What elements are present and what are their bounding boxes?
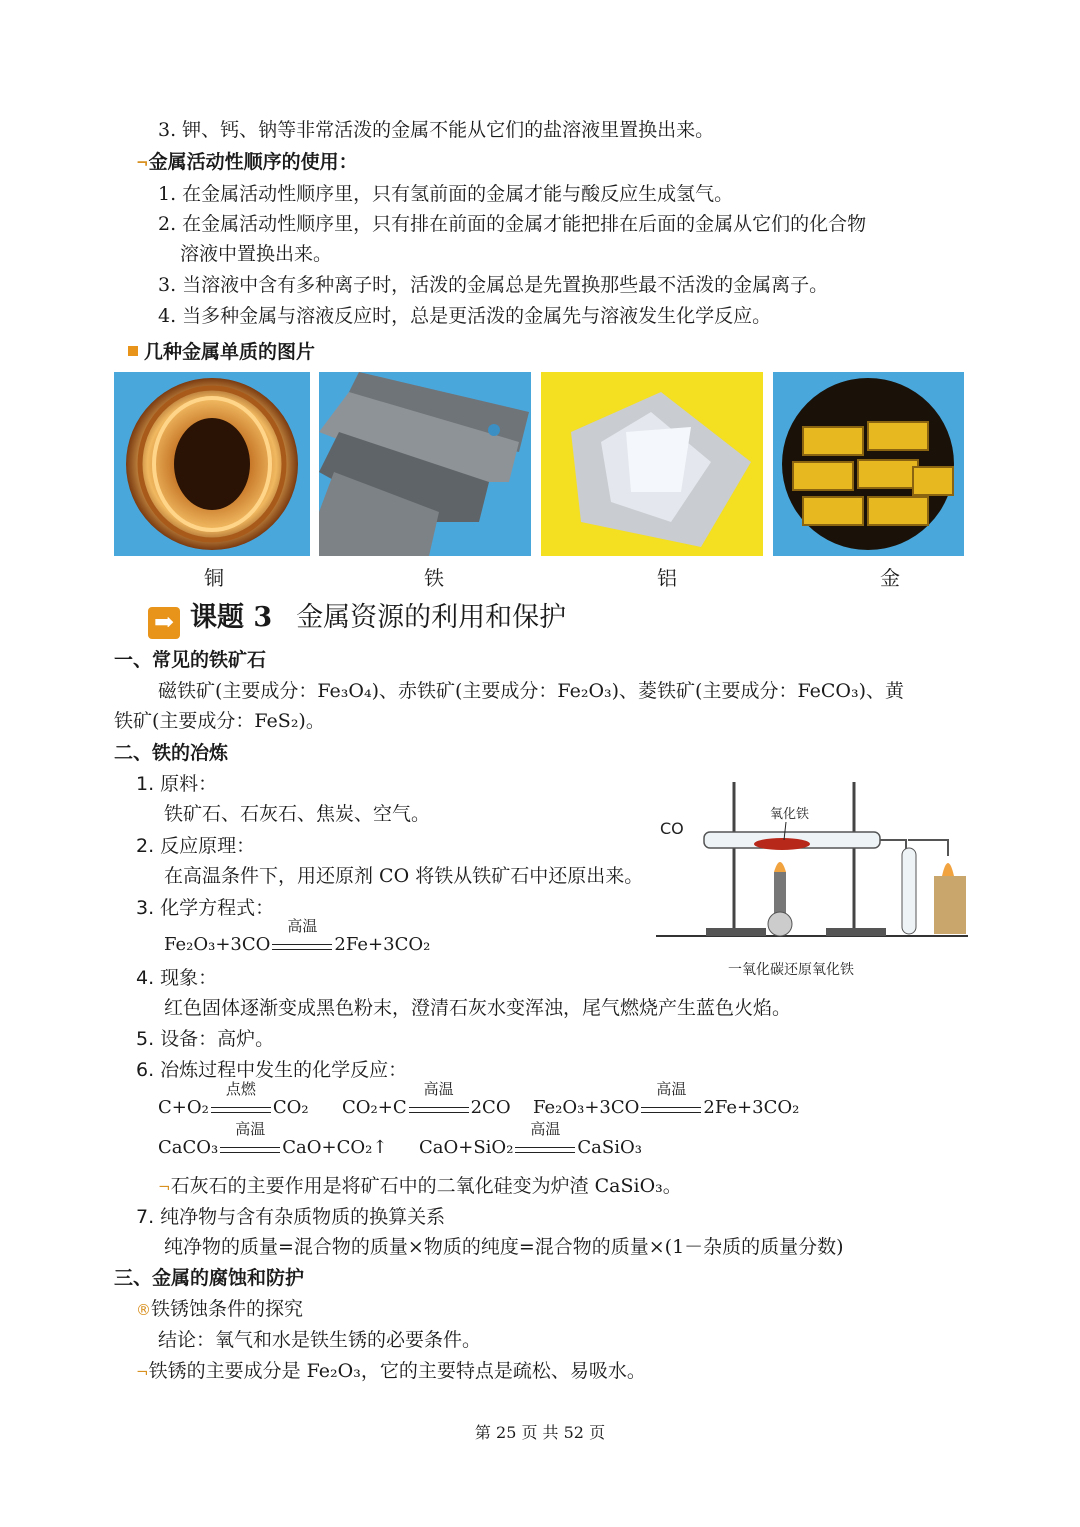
- sub-heading: ®铁锈蚀条件的探究: [136, 1298, 304, 1320]
- list-item: 4. 当多种金属与溶液反应时，总是更活泼的金属先与溶液发生化学反应。: [158, 305, 772, 327]
- reaction: C+O₂ 点燃 CO₂: [158, 1080, 309, 1118]
- section-heading: 一、常见的铁矿石: [114, 649, 267, 671]
- paragraph: 在高温条件下，用还原剂 CO 将铁从铁矿石中还原出来。: [164, 865, 644, 887]
- page-footer: 第 25 页 共 52 页: [474, 1423, 606, 1442]
- list-item: 2. 在金属活动性顺序里，只有排在前面的金属才能把排在后面的金属从它们的化合物: [158, 213, 867, 235]
- gold-photo: [773, 372, 964, 556]
- reaction: CaCO₃ 高温 CaO+CO₂↑: [158, 1120, 388, 1158]
- copper-photo: [114, 372, 310, 556]
- registered-mark-icon: ®: [136, 1301, 151, 1319]
- note-mark-icon: ¬: [136, 154, 149, 172]
- reaction: CO₂+C 高温 2CO: [342, 1080, 511, 1118]
- square-bullet-icon: [128, 346, 138, 356]
- sub-heading: 7. 纯净物与含有杂质物质的换算关系: [136, 1206, 446, 1228]
- paragraph: 纯净物的质量=混合物的质量×物质的纯度=混合物的质量×(1－杂质的质量分数): [164, 1236, 844, 1258]
- note-mark-icon: ¬: [136, 1363, 149, 1381]
- iron-oxide-label: 氧化铁: [770, 807, 810, 822]
- sub-heading: 5. 设备：高炉。: [136, 1028, 275, 1050]
- arrow-right-icon: ➡: [148, 607, 180, 639]
- paragraph: 磁铁矿(主要成分：Fe₃O₄)、赤铁矿(主要成分：Fe₂O₃)、菱铁矿(主要成分：FeCO₃)、黄: [158, 680, 904, 702]
- reaction: Fe₂O₃+3CO 高温 2Fe+3CO₂: [533, 1080, 800, 1118]
- sub-heading: 6. 冶炼过程中发生的化学反应：: [136, 1059, 408, 1081]
- section-heading: [136, 150, 358, 175]
- sub-heading: 3. 化学方程式：: [136, 897, 275, 919]
- lesson-title: ➡ 课题 3 金属资源的利用和保护: [148, 595, 566, 639]
- reaction: CaO+SiO₂ 高温 CaSiO₃: [419, 1120, 642, 1158]
- note: ¬石灰石的主要作用是将矿石中的二氧化硅变为炉渣 CaSiO₃。: [158, 1175, 682, 1197]
- iron-photo: [319, 372, 531, 556]
- note-mark-icon: ¬: [158, 1178, 171, 1196]
- list-item: 溶液中置换出来。: [180, 243, 333, 265]
- photo-caption: 金: [880, 566, 900, 590]
- aluminum-photo: [541, 372, 763, 556]
- main-equation: Fe₂O₃+3CO 高温 2Fe+3CO₂: [164, 917, 431, 955]
- photos-heading: 几种金属单质的图片: [128, 340, 315, 364]
- note: ¬铁锈的主要成分是 Fe₂O₃，它的主要特点是疏松、易吸水。: [136, 1360, 646, 1382]
- co-label: CO: [660, 819, 684, 838]
- apparatus-diagram: [656, 772, 968, 978]
- section-heading: 二、铁的冶炼: [114, 742, 229, 764]
- photo-caption: 铜: [204, 566, 224, 590]
- paragraph: 红色固体逐渐变成黑色粉末，澄清石灰水变浑浊，尾气燃烧产生蓝色火焰。: [164, 997, 792, 1019]
- list-item: 1. 在金属活动性顺序里，只有氢前面的金属才能与酸反应生成氢气。: [158, 183, 734, 205]
- diagram-caption: 一氧化碳还原氧化铁: [728, 962, 854, 978]
- usage-title: 金属活动性顺序的使用：: [148, 151, 358, 173]
- sub-heading: 2. 反应原理：: [136, 835, 256, 857]
- photo-caption: 铝: [657, 566, 677, 590]
- paragraph: 铁矿(主要成分：FeS₂)。: [114, 710, 325, 732]
- paragraph: 结论：氧气和水是铁生锈的必要条件。: [158, 1329, 482, 1351]
- section-heading: 三、金属的腐蚀和防护: [114, 1267, 305, 1289]
- paragraph: 铁矿石、石灰石、焦炭、空气。: [164, 803, 431, 825]
- sub-heading: 4. 现象：: [136, 967, 218, 989]
- photo-caption: 铁: [424, 566, 444, 590]
- list-item: 3. 当溶液中含有多种离子时，活泼的金属总是先置换那些最不活泼的金属离子。: [158, 274, 829, 296]
- sub-heading: 1. 原料：: [136, 773, 218, 795]
- list-item: 3. 钾、钙、钠等非常活泼的金属不能从它们的盐溶液里置换出来。: [158, 119, 715, 141]
